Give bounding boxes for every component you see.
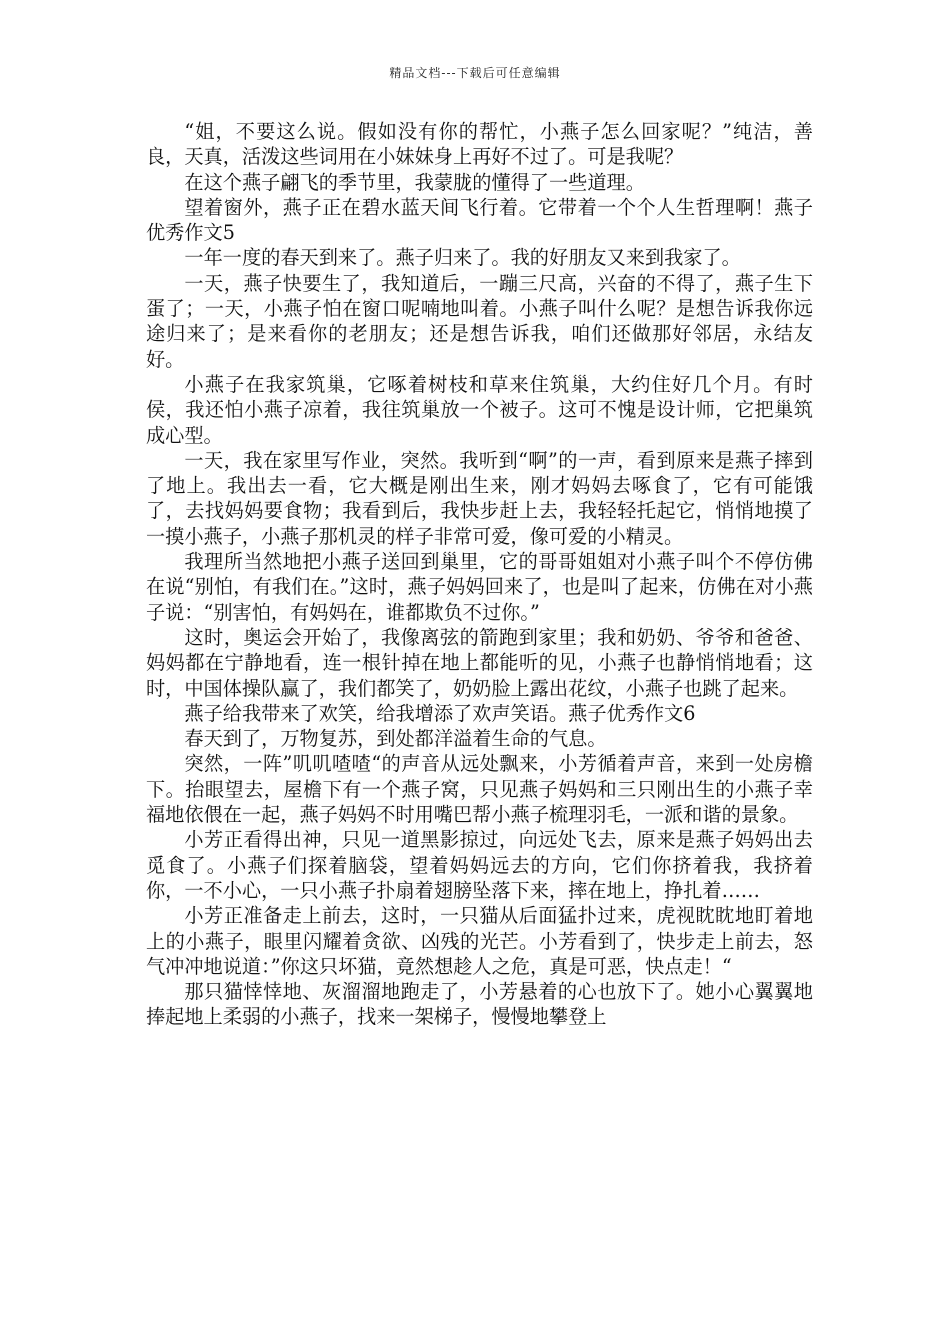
paragraph: 一天，燕子快要生了，我知道后，一蹦三尺高，兴奋的不得了，燕子生下蛋了；一天，小燕子怕在窗口呢喃地叫着。小燕子叫什么呢？是想告诉我你远途归来了；是来看你的老朋友；还是想告诉我，咱们还做那好邻居，永结友好。 [146,271,813,371]
paragraph: “姐，不要这么说。假如没有你的帮忙，小燕子怎么回家呢？”纯洁，善良，天真，活泼这些词用在小妹妹身上再好不过了。可是我呢？ [146,120,813,169]
page-header: 精品文档---下载后可任意编辑 [389,66,561,80]
paragraph: 那只猫悻悻地、灰溜溜地跑走了，小芳悬着的心也放下了。她小心翼翼地捧起地上柔弱的小燕子，找来一架梯子，慢慢地攀登上 [146,980,813,1029]
paragraph: 我理所当然地把小燕子送回到巢里，它的哥哥姐姐对小燕子叫个不停仿佛在说“别怕，有我们在。”这时，燕子妈妈回来了，也是叫了起来，仿佛在对小燕子说：“别害怕，有妈妈在，谁都欺负不过你。” [146,550,813,624]
paragraph: 春天到了，万物复苏，到处都洋溢着生命的气息。 [184,727,607,751]
paragraph: 燕子给我带来了欢笑，给我增添了欢声笑语。燕子优秀作文6 [184,701,696,725]
paragraph: 这时，奥运会开始了，我像离弦的箭跑到家里；我和奶奶、爷爷和爸爸、妈妈都在宁静地看，连一根针掉在地上都能听的见，小燕子也静悄悄地看；这时，中国体操队赢了，我们都笑了，奶奶脸上露出花纹，小燕子也跳了起来。 [146,625,813,700]
paragraph: 一天，我在家里写作业，突然。我听到“啊”的一声，看到原来是燕子摔到了地上。我出去一看，它大概是刚出生来，刚才妈妈去啄食了，它有可能饿了，去找妈妈要食物；我看到后，我快步赶上去，我轻轻托起它，悄悄地摸了一摸小燕子，小燕子那机灵的样子非常可爱，像可爱的小精灵。 [146,448,813,548]
paragraph: 小燕子在我家筑巢，它啄着树枝和草来住筑巢，大约住好几个月。有时侯，我还怕小燕子凉着，我往筑巢放一个被子。这可不愧是设计师，它把巢筑成心型。 [146,372,813,447]
paragraph: 一年一度的春天到来了。燕子归来了。我的好朋友又来到我家了。 [184,246,741,270]
paragraph: 突然，一阵”叽叽喳喳“的声音从远处飘来，小芳循着声音，来到一处房檐下。抬眼望去，屋檐下有一个燕子窝，只见燕子妈妈和三只刚出生的小燕子幸福地依偎在一起，燕子妈妈不时用嘴巴帮小燕子梳理羽毛，一派和谐的景象。 [146,752,813,827]
document-body [146,119,813,1030]
paragraph: 小芳正准备走上前去，这时，一只猫从后面猛扑过来，虎视眈眈地盯着地上的小燕子，眼里闪耀着贪欲、凶残的光芒。小芳看到了，快步走上前去，怒气冲冲地说道：”你这只坏猫，竟然想趁人之危，真是可恶，快点走！“ [146,904,813,978]
paragraph: 望着窗外，燕子正在碧水蓝天间飞行着。它带着一个个人生哲理啊！燕子优秀作文5 [146,195,813,245]
paragraph: 在这个燕子翩飞的季节里，我蒙胧的懂得了一些道理。 [184,170,645,194]
paragraph: 小芳正看得出神，只见一道黑影掠过，向远处飞去，原来是燕子妈妈出去觅食了。小燕子们探着脑袋，望着妈妈远去的方向，它们你挤着我，我挤着你，一不小心，一只小燕子扑扇着翅膀坠落下来，摔在地上，挣扎着…… [146,828,813,902]
